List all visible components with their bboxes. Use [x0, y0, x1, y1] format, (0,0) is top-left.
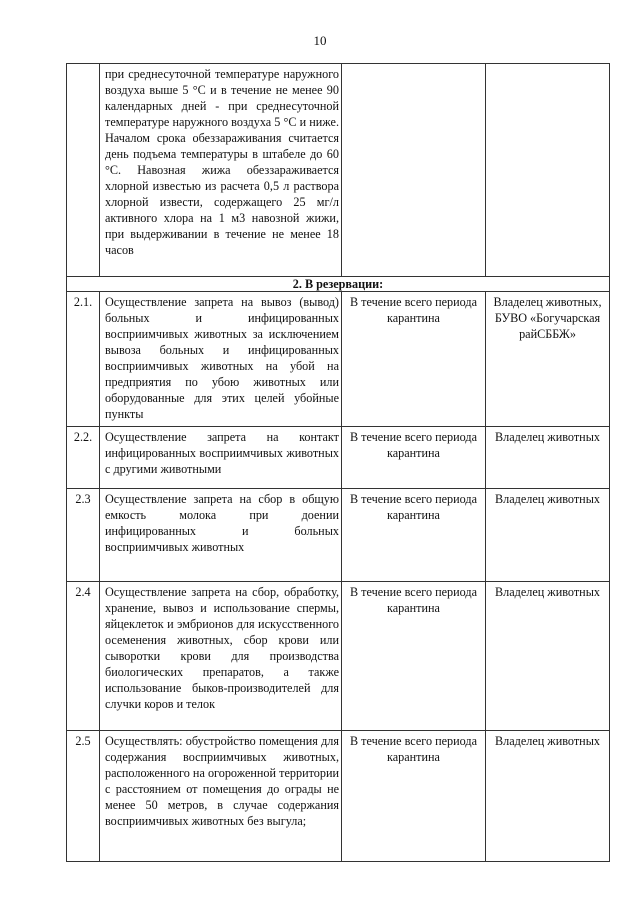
- row-number: 2.1.: [67, 292, 100, 427]
- row-period: В течение всего периода карантина: [342, 427, 486, 489]
- row-text: Осуществление запрета на вывоз (вывод) больных и инфицированных восприимчивых животных за исключением вывоза больных и инфицированных восприимчивых животных на убой на предприятия по убою животных или оборудованные для этих целей убойные пункты: [105, 295, 339, 421]
- row-responsible: Владелец животных: [486, 731, 610, 862]
- row-text-cell: [100, 427, 342, 489]
- row-period: В течение всего периода карантина: [342, 731, 486, 862]
- row-period: В течение всего периода карантина: [342, 582, 486, 731]
- table-row: [67, 64, 610, 277]
- row-number: 2.4: [67, 582, 100, 731]
- table-row: [67, 731, 610, 862]
- row-text: Осуществление запрета на контакт инфицированных восприимчивых животных с другими животными: [105, 430, 339, 476]
- row-responsible: [486, 64, 610, 277]
- row-text-cell: [100, 582, 342, 731]
- table-row: [67, 292, 610, 427]
- row-number: [67, 64, 100, 277]
- row-number: 2.3: [67, 489, 100, 582]
- row-responsible: Владелец животных: [486, 489, 610, 582]
- row-number: 2.2.: [67, 427, 100, 489]
- row-text-cell: [100, 292, 342, 427]
- row-period: В течение всего периода карантина: [342, 489, 486, 582]
- section-title: 2. В резервации:: [67, 277, 610, 292]
- table-row: [67, 427, 610, 489]
- row-number: 2.5: [67, 731, 100, 862]
- row-text-cell: [100, 489, 342, 582]
- section-header-row: [67, 277, 610, 292]
- row-text-cell: [100, 64, 342, 277]
- row-text: Осуществлять: обустройство помещения для содержания восприимчивых животных, расположенного на огороженной территории с расстоянием от помещения до ограды не менее 50 метров, в случае содержания восприимчивых животных без выгула;: [105, 734, 339, 828]
- row-text: Осуществление запрета на сбор в общую емкость молока при доении инфицированных и больных восприимчивых животных: [105, 492, 339, 554]
- row-text-cell: [100, 731, 342, 862]
- row-period: В течение всего периода карантина: [342, 292, 486, 427]
- measures-table: [66, 63, 610, 862]
- row-period: [342, 64, 486, 277]
- table-row: [67, 582, 610, 731]
- table-row: [67, 489, 610, 582]
- row-responsible: Владелец животных, БУВО «Богучарская райСББЖ»: [486, 292, 610, 427]
- row-responsible: Владелец животных: [486, 582, 610, 731]
- row-responsible: Владелец животных: [486, 427, 610, 489]
- page-number: 10: [313, 33, 327, 48]
- row-text: при среднесуточной температуре наружного воздуха выше 5 °С и в течение не менее 90 календарных дней - при среднесуточной температуре наружного воздуха 5 °С и ниже. Началом срока обеззараживания считается день подъема температуры в штабеле до 60 °С. Навозная жижа обеззараживается хлорной известью из расчета 0,5 л раствора хлорной извести, содержащего 25 мг/л активного хлора на 1 м3 навозной жижи, при выдерживании в течение не менее 18 часов: [105, 67, 339, 257]
- row-text: Осуществление запрета на сбор, обработку, хранение, вывоз и использование спермы, яйцеклеток и эмбрионов для искусственного осеменения животных, сбор крови или сыворотки крови для производства биологических препаратов, а также использование быков-производителей для случки коров и телок: [105, 585, 339, 711]
